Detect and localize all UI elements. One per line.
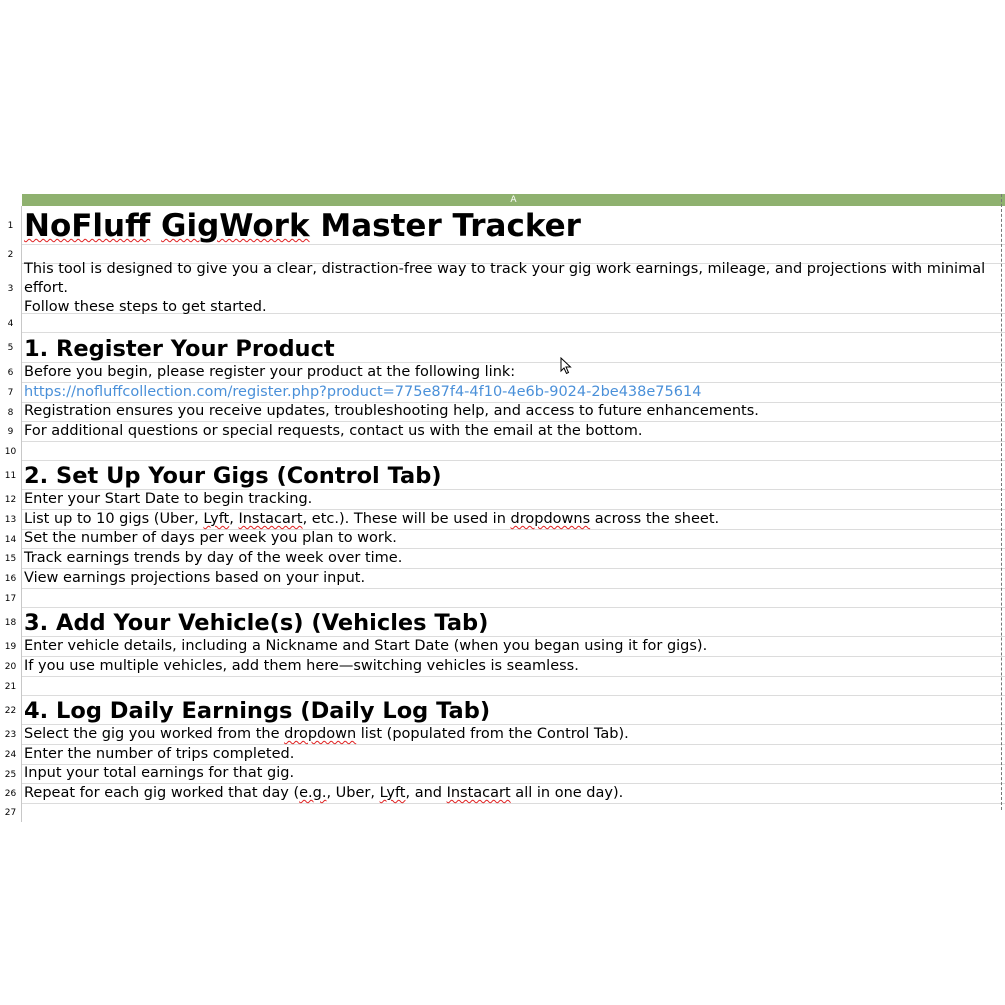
row-17 <box>0 589 1005 608</box>
row-number[interactable]: 3 <box>0 264 22 314</box>
row-23 <box>0 725 1005 745</box>
row-7 <box>0 383 1005 403</box>
row-21 <box>0 677 1005 696</box>
row-number[interactable]: 6 <box>0 363 22 383</box>
cell-a8[interactable]: Registration ensures you receive updates, troubleshooting help, and access to future enhancements. <box>22 403 1005 422</box>
row-number[interactable]: 2 <box>0 245 22 264</box>
row-number[interactable]: 9 <box>0 422 22 442</box>
cell-a20[interactable]: If you use multiple vehicles, add them here—switching vehicles is seamless. <box>22 657 1005 677</box>
cell-a14[interactable]: Set the number of days per week you plan to work. <box>22 530 1005 549</box>
spreadsheet-grid <box>0 194 1005 818</box>
section-heading[interactable]: 4. Log Daily Earnings (Daily Log Tab) <box>22 696 1005 725</box>
section-heading[interactable]: 3. Add Your Vehicle(s) (Vehicles Tab) <box>22 608 1005 637</box>
row-number[interactable]: 7 <box>0 383 22 403</box>
row-26 <box>0 784 1005 804</box>
row-25 <box>0 765 1005 784</box>
cell-a13-text: List up to 10 gigs (Uber, Lyft, Instacart, etc.). These will be used in dropdowns across the sheet. <box>24 511 720 527</box>
row-20 <box>0 657 1005 677</box>
sheet-title-cell[interactable] <box>22 206 1005 245</box>
intro-line-2: Follow these steps to get started. <box>24 299 267 315</box>
row-number[interactable]: 8 <box>0 403 22 422</box>
row-number[interactable]: 27 <box>0 804 22 822</box>
cell-a26[interactable] <box>22 784 1005 804</box>
cell-a27[interactable] <box>22 804 1005 822</box>
page-break-line <box>1001 194 1002 810</box>
cell-a25[interactable]: Input your total earnings for that gig. <box>22 765 1005 784</box>
cell-a24[interactable]: Enter the number of trips completed. <box>22 745 1005 765</box>
row-number[interactable]: 11 <box>0 461 22 490</box>
cell-a15[interactable]: Track earnings trends by day of the week over time. <box>22 549 1005 569</box>
spell-instacart: Instacart <box>238 511 303 527</box>
cell-a19[interactable]: Enter vehicle details, including a Nickname and Start Date (when you began using it for gigs). <box>22 637 1005 657</box>
row-15 <box>0 549 1005 569</box>
spell-lyft: Lyft <box>203 511 230 527</box>
row-number[interactable]: 4 <box>0 314 22 333</box>
row-number[interactable]: 10 <box>0 442 22 461</box>
cell-a12[interactable]: Enter your Start Date to begin tracking. <box>22 490 1005 510</box>
row-14 <box>0 530 1005 549</box>
spell-gigwork: GigWork <box>161 208 310 244</box>
row-number[interactable]: 18 <box>0 608 22 637</box>
select-all-corner[interactable] <box>0 194 22 206</box>
register-link[interactable]: https://nofluffcollection.com/register.php?product=775e87f4-4f10-4e6b-9024-2be438e75614 <box>22 383 1005 403</box>
row-5 <box>0 333 1005 363</box>
row-22 <box>0 696 1005 725</box>
row-number[interactable]: 26 <box>0 784 22 804</box>
spell-instacart: Instacart <box>446 785 511 801</box>
cell-a23[interactable] <box>22 725 1005 745</box>
row-12 <box>0 490 1005 510</box>
row-number[interactable]: 14 <box>0 530 22 549</box>
mouse-pointer-icon <box>560 357 572 375</box>
row-number[interactable]: 20 <box>0 657 22 677</box>
row-6 <box>0 363 1005 383</box>
intro-line-1: This tool is designed to give you a clear, distraction-free way to track your gig work earnings, mileage, and projections with minimal effort. <box>24 261 986 296</box>
row-number[interactable]: 5 <box>0 333 22 363</box>
row-number[interactable]: 1 <box>0 206 22 245</box>
row-number[interactable]: 25 <box>0 765 22 784</box>
column-a-header[interactable]: A <box>22 194 1005 206</box>
row-1 <box>0 206 1005 245</box>
cell-a3[interactable] <box>22 261 1005 315</box>
cell-a9[interactable]: For additional questions or special requests, contact us with the email at the bottom. <box>22 422 1005 442</box>
title-text: NoFluff GigWork Master Tracker <box>24 208 581 244</box>
row-16 <box>0 569 1005 589</box>
row-11 <box>0 461 1005 490</box>
row-number[interactable]: 19 <box>0 637 22 657</box>
cell-a17[interactable] <box>22 589 1005 608</box>
row-8 <box>0 403 1005 422</box>
row-27 <box>0 804 1005 822</box>
cell-a26-text: Repeat for each gig worked that day (e.g., Uber, Lyft, and Instacart all in one day). <box>24 785 624 801</box>
cell-a13[interactable] <box>22 510 1005 530</box>
row-number[interactable]: 13 <box>0 510 22 530</box>
row-number[interactable]: 12 <box>0 490 22 510</box>
row-number[interactable]: 15 <box>0 549 22 569</box>
spell-lyft: Lyft <box>379 785 406 801</box>
cell-a6[interactable]: Before you begin, please register your product at the following link: <box>22 363 1005 383</box>
spell-dropdowns: dropdowns <box>510 511 591 527</box>
row-4 <box>0 314 1005 333</box>
cell-a21[interactable] <box>22 677 1005 696</box>
row-18 <box>0 608 1005 637</box>
section-heading[interactable]: 1. Register Your Product <box>22 333 1005 363</box>
cell-a10[interactable] <box>22 442 1005 461</box>
row-19 <box>0 637 1005 657</box>
row-number[interactable]: 22 <box>0 696 22 725</box>
spell-eg: e.g. <box>299 785 327 801</box>
row-24 <box>0 745 1005 765</box>
row-10 <box>0 442 1005 461</box>
spell-dropdown: dropdown <box>284 726 357 742</box>
section-heading[interactable]: 2. Set Up Your Gigs (Control Tab) <box>22 461 1005 490</box>
row-number[interactable]: 23 <box>0 725 22 745</box>
cell-a23-text: Select the gig you worked from the dropdown list (populated from the Control Tab). <box>24 726 629 742</box>
row-number[interactable]: 16 <box>0 569 22 589</box>
row-number[interactable]: 21 <box>0 677 22 696</box>
column-header-row <box>0 194 1005 206</box>
row-number[interactable]: 24 <box>0 745 22 765</box>
cell-a4[interactable] <box>22 314 1005 333</box>
row-number[interactable]: 17 <box>0 589 22 608</box>
row-3 <box>0 261 1005 315</box>
cell-a16[interactable]: View earnings projections based on your input. <box>22 569 1005 589</box>
row-13 <box>0 510 1005 530</box>
row-9 <box>0 422 1005 442</box>
spell-nofluff: NoFluff <box>24 208 151 244</box>
